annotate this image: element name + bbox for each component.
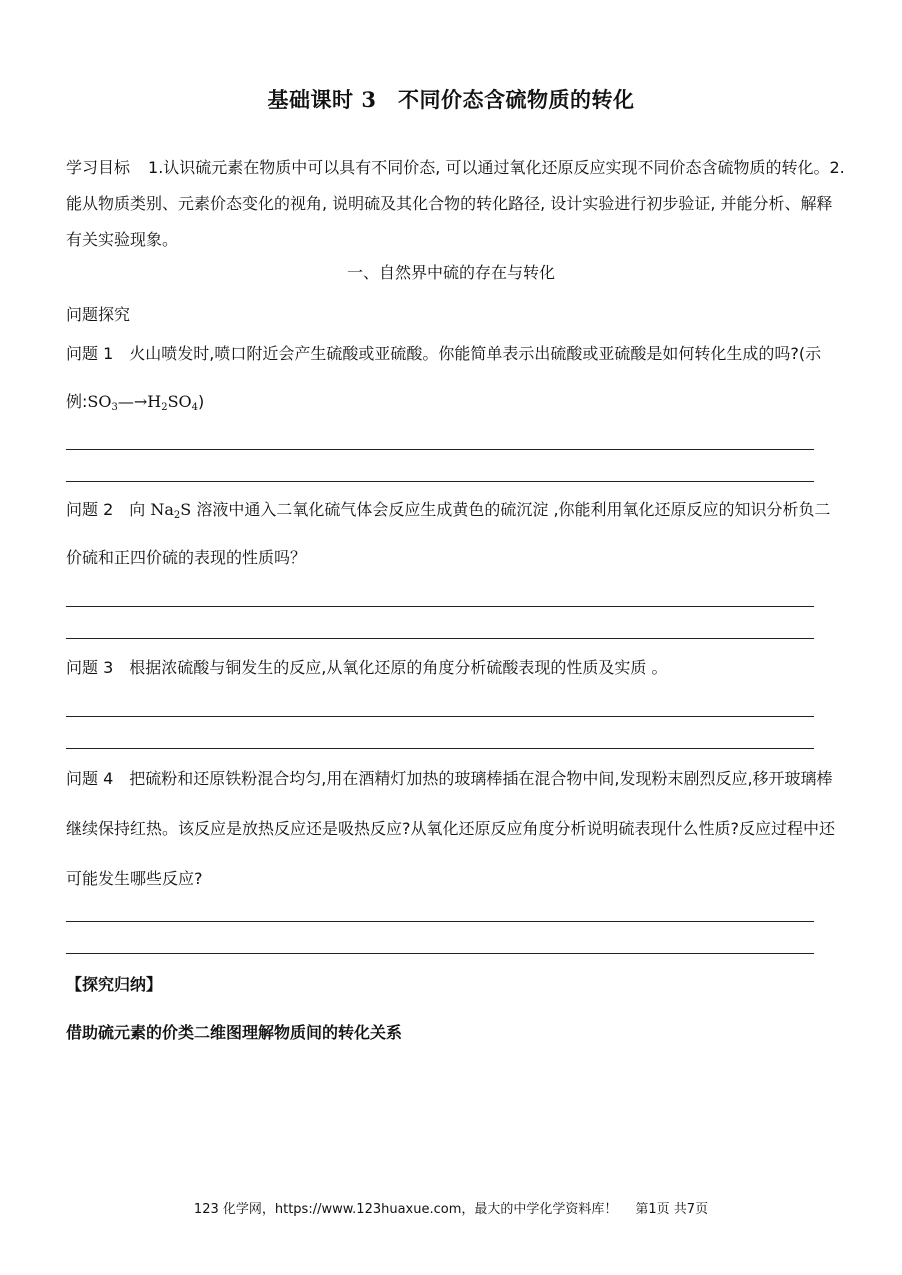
footer-page-number: 第1页 共7页 xyxy=(635,1202,709,1217)
question-text: 火山喷发时,喷口附近会产生硫酸或亚硫酸。你能简单表示出硫酸或亚硫酸是如何转化生成的吗?(示例: xyxy=(66,344,822,411)
question-number: 问题 4 xyxy=(66,769,114,788)
question-2: 问题 2 向 $Na_2S$ 溶液中通入二氧化硫气体会反应生成黄色的硫沉淀 ,你能利用氧化还原反应的知识分析负二价硫和正四价硫的表现的性质吗？ xyxy=(66,500,831,567)
question-text: 溶液中通入二氧化硫气体会反应生成黄色的硫沉淀 ,你能利用氧化还原反应的知识分析负二价硫和正四价硫的表现的性质吗？ xyxy=(66,500,831,567)
objectives-text: 1.认识硫元素在物质中可以具有不同价态, 可以通过氧化还原反应实现不同价态含硫物质的转化。2.能从物质类别、元素价态变化的视角, 说明硫及其化合物的转化路径, 设计实验进行初步验证, 并能分析、解释有关实验现象。 xyxy=(66,158,845,249)
summary-text: 借助硫元素的价类二维图理解物质间的转化关系 xyxy=(66,1023,403,1042)
answer-line xyxy=(66,449,814,450)
question-text: 把硫粉和还原铁粉混合均匀,用在酒精灯加热的玻璃棒插在混合物中间,发现粉末剧烈反应,移开玻璃棒继续保持红热。该反应是放热反应还是吸热反应?从氧化还原反应角度分析说明硫表现什么性质?反应过程中还可能发生哪些反应? xyxy=(66,769,835,888)
footer-site: 123 化学网，https://www.123huaxue.com，最大的中学化学资料库！ xyxy=(193,1202,618,1217)
question-number: 问题 1 xyxy=(66,344,114,363)
formula-h2so4: $H_2SO_4$ xyxy=(147,392,199,413)
question-3 xyxy=(66,644,846,692)
answer-line xyxy=(66,638,814,639)
formula-so3: $SO_3$ xyxy=(87,392,118,413)
page-footer xyxy=(0,1198,902,1217)
question-number: 问题 2 xyxy=(66,500,114,519)
formula-na2s: $Na_2S$ xyxy=(150,500,192,521)
page-title: 基础课时 3 不同价态含硫物质的转化 xyxy=(267,87,635,112)
question-1: 问题 1 火山喷发时,喷口附近会产生硫酸或亚硫酸。你能简单表示出硫酸或亚硫酸是如何转化生成的吗?(示例$:SO_3—\to H_2SO_4$) xyxy=(66,344,822,413)
question-4 xyxy=(66,754,846,904)
answer-line xyxy=(66,921,814,922)
subheading-problem-inquiry: 问题探究 xyxy=(66,305,131,324)
section-title: 一、自然界中硫的存在与转化 xyxy=(346,263,555,282)
answer-line xyxy=(66,748,814,749)
question-text: 根据浓硫酸与铜发生的反应,从氧化还原的角度分析硫酸表现的性质及实质 。 xyxy=(129,658,668,677)
summary-heading: 【探究归纳】 xyxy=(66,975,163,994)
answer-line xyxy=(66,481,814,482)
question-number: 问题 3 xyxy=(66,658,114,677)
answer-line xyxy=(66,716,814,717)
learning-objectives xyxy=(66,150,846,258)
objectives-label: 学习目标 xyxy=(66,158,131,177)
answer-line xyxy=(66,953,814,954)
reaction-arrow: —→ xyxy=(117,392,148,411)
answer-line xyxy=(66,606,814,607)
